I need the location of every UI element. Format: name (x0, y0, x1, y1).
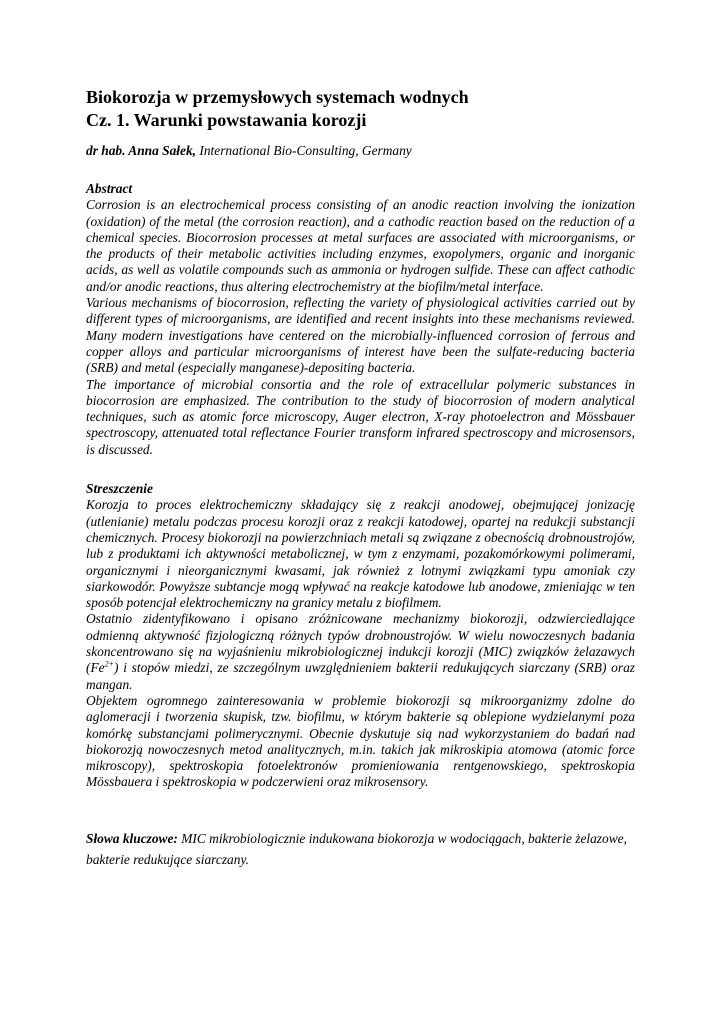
keywords-label: Słowa kluczowe: (86, 830, 178, 846)
author-affiliation: International Bio-Consulting, Germany (199, 143, 412, 158)
abstract-paragraph-2: Various mechanisms of biocorrosion, reflecting the variety of physiological activities carried out by different types of microorganisms, are identified and recent insights into these mechanisms reviewed. Many modern investigations have centered on the microbially-influenced corrosion of ferrous and copper alloys and particular microorganisms of interest have been the sulfate-reducing bacteria (SRB) and metal (especially manganese)-depositing bacteria. (86, 295, 635, 376)
streszczenie-paragraph-2-end: ) i stopów miedzi, ze szczególnym uwzględnieniem bakterii redukujących siarczany (SRB) oraz mangan. (86, 660, 635, 692)
streszczenie-paragraph-2 (86, 611, 635, 692)
streszczenie-paragraph-2-start: Ostatnio zidentyfikowano i opisano zróżnicowane mechanizmy biokorozji, odzwierciedlające odmienną aktywność fizjologiczną różnych typów drobnoustrojów. W wielu nowoczesnych badania skoncentrowano się na wyjaśnieniu mikrobiologicznej indukcji korozji (MIC) związków żelazawych (Fe (86, 611, 635, 676)
paper-title (86, 86, 635, 132)
abstract-section (86, 181, 635, 458)
abstract-paragraph-1: Corrosion is an electrochemical process consisting of an anodic reaction involving the ionization (oxidation) of the metal (the corrosion reaction), and a cathodic reaction based on the reduction of a chemical species. Biocorrosion processes at metal surfaces are associated with microorganisms, or the products of their metabolic activities including enzymes, exopolymers, organic and inorganic acids, as well as volatile compounds such as ammonia or hydrogen sulfide. These can affect cathodic and/or anodic reactions, thus altering electrochemistry at the biofilm/metal interface. (86, 197, 635, 294)
streszczenie-paragraph-3: Objektem ogromnego zainteresowania w problemie biokorozji są mikroorganizmy zdolne do aglomeracji i tworzenia skupisk, tzw. biofilmu, w którym bakterie są oblepione wydzielanymi poza komórkę substancjami polimerycznymi. Obecnie dyskutuje sią nad wykorzystaniem do badań nad biokorozją nowoczesnych metod analitycznych, m.in. takich jak mikroskipia atomowa (atomic force mikroscopy), spektroskopia fotoelektronów promieniowania rentgenowskiego, spektroskopia Mössbauera i spektroskopia w podczerwieni oraz mikrosensory. (86, 692, 635, 790)
keywords-section (86, 828, 635, 870)
abstract-paragraph-3: The importance of microbial consortia and the role of extracellular polymeric substances in biocorrosion are emphasized. The contribution to the study of biocorrosion of modern analytical techniques, such as atomic force microscopy, Auger electron, X-ray photoelectron and Mössbauer spectroscopy, attenuated total reflectance Fourier transform infrared spectroscopy and microsensors, is discussed. (86, 376, 635, 457)
streszczenie-paragraph-1: Korozja to proces elektrochemiczny składający się z reakcji anodowej, obejmującej jonizację (utlenianie) metalu podczas procesu korozji oraz z reakcji katodowej, opartej na redukcji substancji chemicznych. Procesy biokorozji na powierzchniach metali są związane z obecnością drobnoustrojów, lub z produktami ich aktywności metabolicznej, w tym z enzymami, pozakomórkowymi polimerami, organicznymi i nieorganicznymi kwasami, jak również z lotnymi związkami typu amoniak czy siarkowodór. Powyższe subtancje mogą wpływać na reakcje katodowe lub anodowe, zmieniając w ten sposób potencjał elektrochemiczny na granicy metalu z biofilmem. (86, 497, 635, 611)
abstract-heading: Abstract (86, 181, 133, 196)
author-line (86, 142, 635, 159)
title-line-2: Cz. 1. Warunki powstawania korozji (86, 110, 367, 130)
streszczenie-heading: Streszczenie (86, 481, 153, 497)
iron-charge-superscript: 2+ (104, 659, 114, 669)
keywords-text: MIC mikrobiologicznie indukowana biokorozja w wodociągach, bakterie żelazowe, bakterie redukujące siarczany. (86, 830, 627, 867)
paper-page (86, 86, 635, 870)
streszczenie-section (86, 481, 635, 791)
author-name: dr hab. Anna Sałek, (86, 143, 197, 158)
title-line-1: Biokorozja w przemysłowych systemach wodnych (86, 87, 469, 107)
